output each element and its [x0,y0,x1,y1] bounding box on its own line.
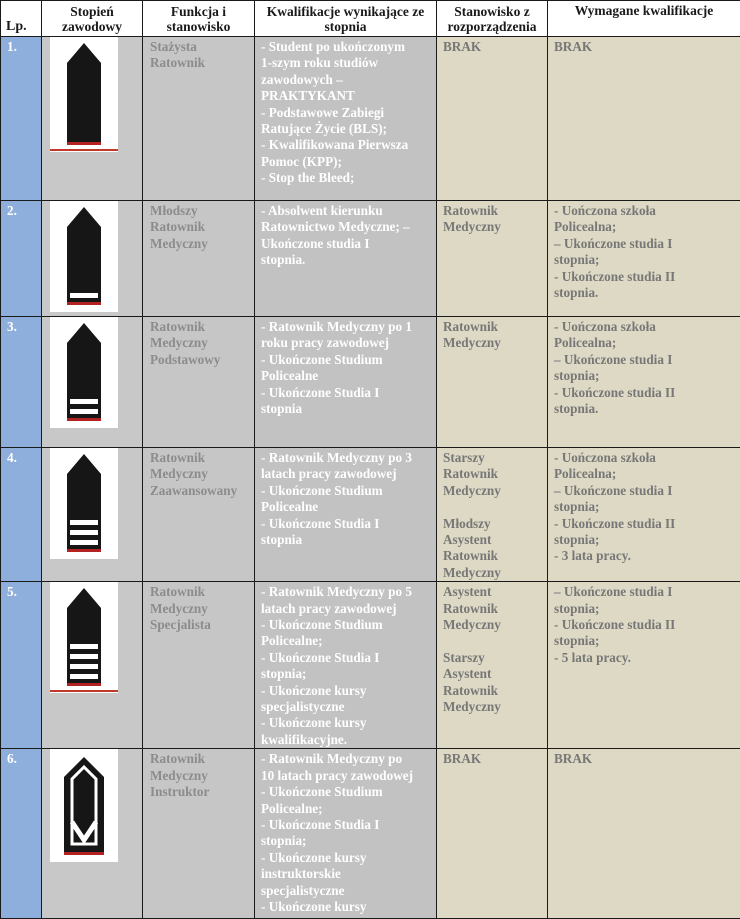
rank-insignia-instructor-chevron-icon [50,749,118,862]
cell-line: Starszy [443,450,543,466]
cell-line: - Stop the Bleed; [261,170,432,186]
cell-line: specjalistyczne [261,883,432,899]
cell-line: latach pracy zawodowej [261,601,432,617]
cell-line: Policealne; [261,801,432,817]
blank-line [443,633,543,649]
cell-line: Medyczny [443,483,543,499]
cell-line: – Ukończone studia I [554,483,736,499]
position-cell [437,317,548,448]
cell-line: - Ukończone kursy [261,715,432,731]
cell-line: Specjalista [150,617,250,633]
rank-badge-cell [42,448,143,582]
table-row [1,582,740,749]
rank-badge [50,37,118,152]
cell-line: stopnia; [554,532,736,548]
cell-line: Ratownik [150,219,250,235]
rank-badge-cell [42,201,143,317]
cell-line: Ratownik [150,584,250,600]
cell-line: - Ukończone Studium [261,483,432,499]
row-number: 3. [1,317,42,448]
cell-line: Zaawansowany [150,483,250,499]
required-cell [548,37,740,201]
cell-line: Starszy [443,650,543,666]
rank-badge [50,582,118,693]
cell-line: - 5 lata pracy. [554,650,736,666]
cell-line: Ratownik [443,466,543,482]
position-cell [437,448,548,582]
table-row [1,201,740,317]
cell-line: - Absolwent kierunku [261,203,432,219]
cell-line: stopnia; [554,601,736,617]
rank-badge-cell [42,37,143,201]
cell-line: Ratownictwo Medyczne; – [261,219,432,235]
table-row [1,317,740,448]
cell-line: instruktorskie [261,866,432,882]
cell-line: - Ukończone Studium [261,352,432,368]
qualifications-cell [255,201,437,317]
row-number: 5. [1,582,42,749]
cell-line: Ukończone studia I [261,236,432,252]
cell-line: Medyczny [150,236,250,252]
rank-badge-cell [42,317,143,448]
rank-badge-cell [42,582,143,749]
qualifications-cell [255,582,437,749]
cell-line: Ratownik [443,319,543,335]
function-cell [143,37,255,201]
cell-line: - Ratownik Medyczny po 3 [261,450,432,466]
cell-line: – Ukończone studia I [554,352,736,368]
cell-line: Policealna; [554,335,736,351]
cell-line: Asystent [443,532,543,548]
cell-line: stopnia. [261,252,432,268]
rank-insignia-plain-icon [50,37,118,152]
cell-line: Medyczny [150,601,250,617]
cell-line: stopnia. [554,401,736,417]
rank-badge [50,749,118,862]
cell-line: - Kwalifikowana Pierwsza [261,137,432,153]
cell-line: Policealna; [554,219,736,235]
cell-line: - Ukończone Studium [261,784,432,800]
cell-line: Instruktor [150,784,250,800]
cell-line: Policealne [261,499,432,515]
cell-line: - Ukończone kursy [261,683,432,699]
cell-line: Medyczny [443,335,543,351]
function-cell [143,749,255,919]
cell-line: - Ukończone Studia I [261,817,432,833]
cell-line: Medyczny [150,466,250,482]
required-cell [548,582,740,749]
rank-badge [50,317,118,428]
cell-line: - Ratownik Medyczny po 5 [261,584,432,600]
cell-line: Młodszy [443,516,543,532]
required-cell [548,317,740,448]
cell-line: stopnia [261,532,432,548]
cell-line: zawodowych – [261,72,432,88]
table-row [1,749,740,919]
cell-line: - 3 lata pracy. [554,548,736,564]
qualifications-cell [255,749,437,919]
position-cell [437,582,548,749]
cell-line: Podstawowy [150,352,250,368]
row-number: 6. [1,749,42,919]
cell-line: stopnia. [554,285,736,301]
required-cell [548,448,740,582]
cell-line: Ratownik [150,450,250,466]
cell-line: Policealne [261,368,432,384]
cell-line: BRAK [554,39,736,55]
qualifications-cell [255,317,437,448]
rank-insignia-one-stripe-icon [50,201,118,312]
cell-line: PRAKTYKANT [261,88,432,104]
table-row [1,448,740,582]
qualifications-cell [255,37,437,201]
cell-line: - Ukończone studia II [554,617,736,633]
cell-line: Asystent [443,584,543,600]
rank-badge-cell [42,749,143,919]
cell-line: Medyczny [443,565,543,581]
cell-line: stopnia; [261,833,432,849]
cell-line: - Ukończone studia II [554,385,736,401]
row-number: 4. [1,448,42,582]
cell-line: Stażysta [150,39,250,55]
required-cell [548,749,740,919]
position-cell [437,749,548,919]
cell-line: stopnia [261,401,432,417]
cell-line: stopnia; [554,252,736,268]
cell-line: - Ukończone kursy [261,850,432,866]
cell-line: Młodszy [150,203,250,219]
header-position: Stanowisko z rozporządzenia [437,1,548,37]
cell-line: - Ratownik Medyczny po 1 [261,319,432,335]
cell-line: Ratownik [150,751,250,767]
cell-line: Medyczny [443,617,543,633]
cell-line: stopnia; [261,666,432,682]
cell-line: 1-szym roku studiów [261,55,432,71]
function-cell [143,317,255,448]
cell-line: BRAK [443,751,543,767]
header-lp: Lp. [1,1,42,37]
cell-line: Medyczny [150,768,250,784]
header-required: Wymagane kwalifikacje [548,1,740,37]
position-cell [437,37,548,201]
cell-line: - Ukończone Studia I [261,385,432,401]
cell-line: - Uończona szkoła [554,203,736,219]
required-cell [548,201,740,317]
cell-line: roku pracy zawodowej [261,335,432,351]
rank-insignia-three-stripes-icon [50,448,118,559]
cell-line: Ratownik [150,319,250,335]
function-cell [143,201,255,317]
cell-line: Ratownik [443,601,543,617]
header-function: Funkcja i stanowisko [143,1,255,37]
position-cell [437,201,548,317]
cell-line: - Ratownik Medyczny po [261,751,432,767]
cell-line: BRAK [443,39,543,55]
rank-insignia-two-stripes-icon [50,317,118,428]
row-number: 2. [1,201,42,317]
function-cell [143,582,255,749]
rank-badge [50,448,118,559]
cell-line: – Ukończone studia I [554,236,736,252]
rank-badge [50,201,118,312]
cell-line: kwalifikacyjne. [261,732,432,748]
cell-line: 10 latach pracy zawodowej [261,768,432,784]
cell-line: - Ukończone Studia I [261,516,432,532]
header-rank: Stopień zawodowy [42,1,143,37]
blank-line [443,499,543,515]
cell-line: specjalistyczne [261,699,432,715]
cell-line: - Ukończone studia II [554,516,736,532]
cell-line: Ratownik [443,203,543,219]
cell-line: - Podstawowe Zabiegi [261,105,432,121]
cell-line: Ratujące Życie (BLS); [261,121,432,137]
row-number: 1. [1,37,42,201]
cell-line: stopnia; [554,499,736,515]
cell-line: latach pracy zawodowej [261,466,432,482]
cell-line: Ratownik [443,683,543,699]
cell-line: - Ukończone kursy [261,899,432,915]
rank-insignia-four-stripes-icon [50,582,118,693]
qualifications-cell [255,448,437,582]
cell-line: - Uończona szkoła [554,450,736,466]
table-row [1,37,740,201]
cell-line: Medyczny [443,219,543,235]
cell-line: Ratownik [150,55,250,71]
cell-line: - Uończona szkoła [554,319,736,335]
cell-line: Medyczny [150,335,250,351]
cell-line: - Ukończone Studia I [261,650,432,666]
cell-line: Policealne; [261,633,432,649]
header-row [1,1,740,37]
cell-line: Ratownik [443,548,543,564]
function-cell [143,448,255,582]
cell-line: BRAK [554,751,736,767]
header-qualifications: Kwalifikacje wynikające ze stopnia [255,1,437,37]
cell-line: Pomoc (KPP); [261,154,432,170]
cell-line: - Ukończone studia II [554,269,736,285]
cell-line: – Ukończone studia I [554,584,736,600]
cell-line: Medyczny [443,699,543,715]
cell-line: Asystent [443,666,543,682]
cell-line: Policealna; [554,466,736,482]
cell-line: stopnia; [554,368,736,384]
cell-line: - Student po ukończonym [261,39,432,55]
cell-line: - Ukończone Studium [261,617,432,633]
cell-line: stopnia; [554,633,736,649]
